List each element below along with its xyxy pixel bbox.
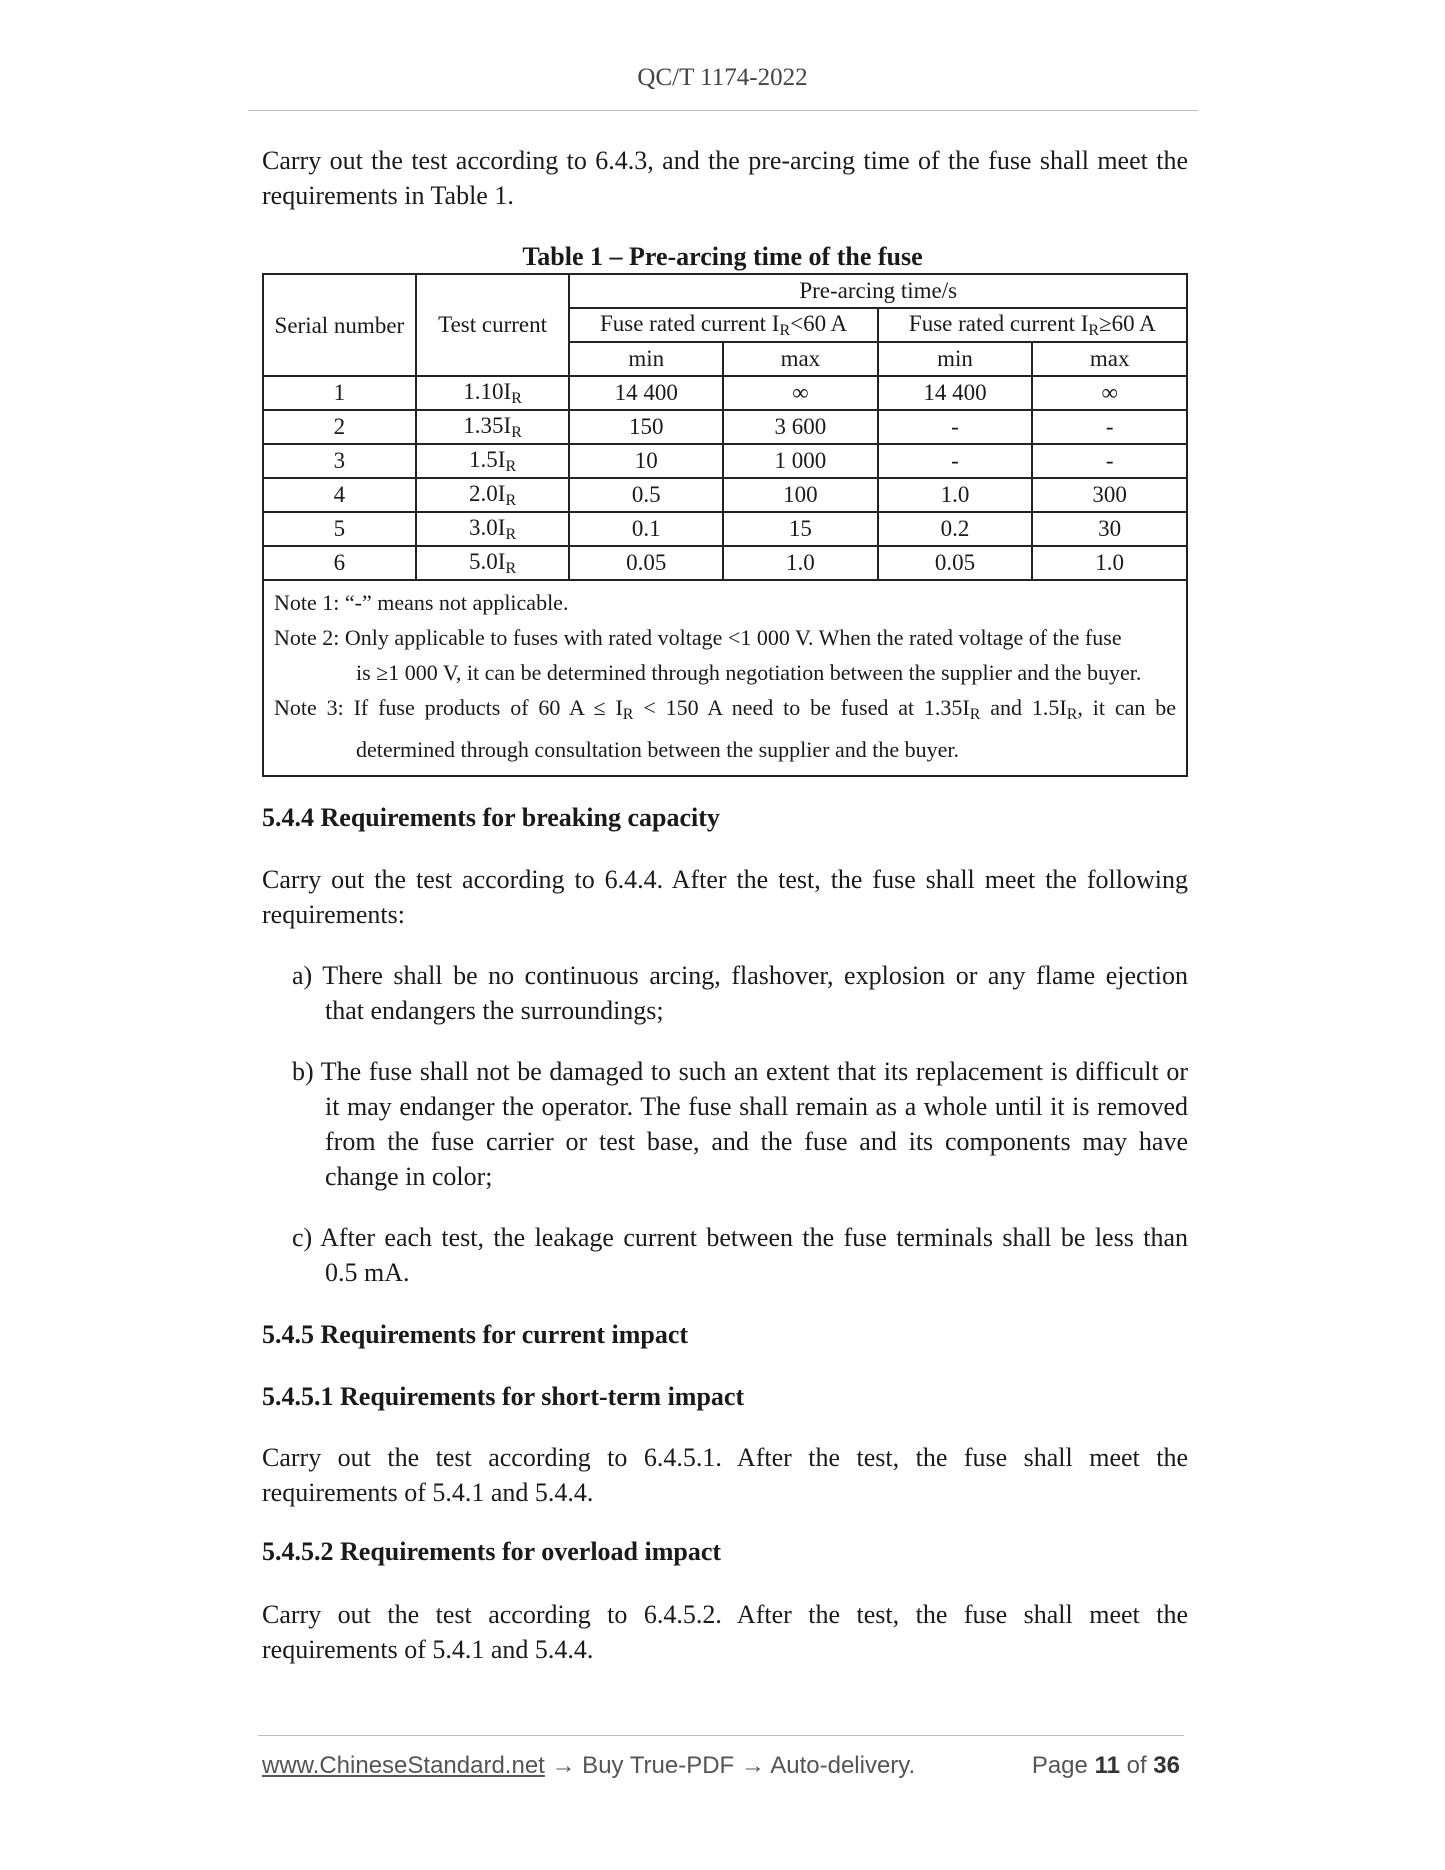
group-ge60-prefix: Fuse rated current I (908, 310, 1089, 336)
cell-current (416, 512, 570, 546)
cell-serial: 6 (263, 546, 416, 580)
subscript-r: R (505, 559, 517, 577)
cell-max-lt60: 100 (723, 478, 878, 512)
section-5-4-5-2-paragraph: Carry out the test according to 6.4.5.2. After the test, the fuse shall meet the requirements of 5.4.1 and 5.4.4. (262, 1600, 1188, 1664)
list-item-c (292, 1220, 1188, 1290)
subscript-r: R (1066, 706, 1078, 723)
cell-min-lt60: 10 (569, 444, 723, 478)
header-max-lt60: max (723, 342, 878, 376)
section-5-4-5-1-heading: 5.4.5.1 Requirements for short-term impact (262, 1382, 745, 1411)
section-5-4-5-heading: 5.4.5 Requirements for current impact (262, 1320, 689, 1349)
site-link[interactable]: www.ChineseStandard.net (262, 1752, 545, 1779)
cell-min-lt60: 0.5 (569, 478, 723, 512)
table-row (263, 546, 1187, 580)
page-total: 36 (1153, 1752, 1180, 1779)
note-3-first-line (274, 690, 1176, 732)
cell-min-lt60: 0.1 (569, 512, 723, 546)
note-1: Note 1: “-” means not applicable. (274, 590, 569, 615)
cell-max-lt60: ∞ (723, 376, 878, 410)
table-notes (263, 580, 1187, 776)
current-value: 1.10I (463, 378, 512, 404)
cell-max-ge60: - (1032, 410, 1187, 444)
list-item-b-first-line: b) The fuse shall not be damaged to such an extent that its replacement is difficult or (292, 1057, 1188, 1086)
subscript-r: R (511, 389, 522, 407)
note-2-continuation: is ≥1 000 V, it can be determined through negotiation between the supplier and the buyer. (356, 660, 1142, 685)
header-min-lt60: min (569, 342, 723, 376)
note-3-part-a: Note 3: If fuse products of 60 A ≤ I (274, 695, 623, 720)
note-2-first-line: Note 2: Only applicable to fuses with rated voltage <1 000 V. When the rated voltage of the fuse (274, 625, 1122, 650)
cell-current (416, 444, 570, 478)
header-group-ge60 (878, 308, 1187, 342)
section-5-4-5-1-paragraph: Carry out the test according to 6.4.5.1. After the test, the fuse shall meet the requirements of 5.4.1 and 5.4.4. (262, 1443, 1188, 1507)
section-5-4-4-paragraph: Carry out the test according to 6.4.4. After the test, the fuse shall meet the following requirements: (262, 865, 1188, 929)
cell-serial: 5 (263, 512, 416, 546)
table-caption: Table 1 – Pre-arcing time of the fuse (522, 242, 923, 271)
note-3 (274, 690, 1176, 767)
current-value: 3.0I (469, 514, 506, 540)
footer-promo: → Buy True-PDF → Auto-delivery. (544, 1752, 916, 1779)
subscript-r: R (505, 491, 517, 509)
group-lt60-prefix: Fuse rated current I (599, 310, 780, 336)
section-5-4-4-heading: 5.4.4 Requirements for breaking capacity (262, 803, 720, 832)
list-item-c-first-line: c) After each test, the leakage current between the fuse terminals shall be less than (292, 1223, 1188, 1252)
cell-serial: 4 (263, 478, 416, 512)
cell-min-ge60: 1.0 (878, 478, 1033, 512)
subscript-r: R (505, 457, 517, 475)
cell-max-lt60: 1.0 (723, 546, 878, 580)
header-pre-arcing-time: Pre-arcing time/s (569, 274, 1187, 308)
subscript-r: R (969, 706, 981, 723)
current-value: 5.0I (469, 548, 506, 574)
cell-serial: 3 (263, 444, 416, 478)
list-item-b (292, 1054, 1188, 1194)
current-value: 1.5I (469, 446, 506, 472)
header-test-current: Test current (416, 274, 570, 376)
header-divider (248, 110, 1198, 111)
cell-max-lt60: 1 000 (723, 444, 878, 478)
subscript-r: R (1088, 321, 1100, 339)
subscript-r: R (505, 525, 517, 543)
subscript-r: R (511, 423, 522, 441)
list-item-b-continuation: it may endanger the operator. The fuse shall remain as a whole until it is removed from the fuse carrier or test base, and the fuse and its components may have change in color; (325, 1092, 1188, 1191)
pre-arcing-table (262, 273, 1188, 777)
group-ge60-suffix: ≥60 A (1099, 310, 1156, 336)
subscript-r: R (779, 321, 791, 339)
note-3-part-c: and 1.5I (980, 695, 1067, 720)
note-3-part-b: < 150 A need to be fused at 1.35I (633, 695, 970, 720)
cell-serial: 1 (263, 376, 416, 410)
cell-max-lt60: 15 (723, 512, 878, 546)
table-row (263, 444, 1187, 478)
header-serial-text: Serial number (274, 312, 405, 338)
cell-max-ge60: 300 (1032, 478, 1187, 512)
page-header-code: QC/T 1174-2022 (637, 64, 808, 91)
current-value: 1.35I (463, 412, 512, 438)
cell-min-ge60: 0.05 (878, 546, 1033, 580)
cell-min-lt60: 14 400 (569, 376, 723, 410)
of-word: of (1126, 1752, 1147, 1779)
header-group-lt60 (569, 308, 877, 342)
table-row (263, 512, 1187, 546)
list-item-a-continuation: that endangers the surroundings; (325, 996, 664, 1025)
group-lt60-suffix: <60 A (790, 310, 848, 336)
table-row (263, 410, 1187, 444)
note-3-part-d: , it can be (1077, 695, 1176, 720)
cell-max-lt60: 3 600 (723, 410, 878, 444)
table-row (263, 478, 1187, 512)
section-5-4-5-2-heading: 5.4.5.2 Requirements for overload impact (262, 1537, 722, 1566)
cell-current (416, 478, 570, 512)
cell-min-ge60: 0.2 (878, 512, 1033, 546)
list-item-c-continuation: 0.5 mA. (325, 1258, 410, 1287)
cell-min-ge60: - (878, 444, 1033, 478)
cell-min-ge60: 14 400 (878, 376, 1033, 410)
cell-serial: 2 (263, 410, 416, 444)
subscript-r: R (622, 706, 634, 723)
current-value: 2.0I (469, 480, 506, 506)
page-number: 11 (1094, 1752, 1120, 1779)
cell-current (416, 546, 570, 580)
cell-max-ge60: ∞ (1032, 376, 1187, 410)
page-word: Page (1031, 1752, 1088, 1779)
page-footer (262, 1752, 1180, 1780)
cell-min-lt60: 0.05 (569, 546, 723, 580)
note-3-continuation: determined through consultation between the supplier and the buyer. (356, 737, 960, 762)
cell-max-ge60: 30 (1032, 512, 1187, 546)
cell-min-ge60: - (878, 410, 1033, 444)
footer-divider (258, 1735, 1184, 1736)
header-min-ge60: min (878, 342, 1033, 376)
cell-min-lt60: 150 (569, 410, 723, 444)
cell-current (416, 410, 570, 444)
list-item-a-first-line: a) There shall be no continuous arcing, flashover, explosion or any flame ejection (292, 961, 1188, 990)
cell-max-ge60: 1.0 (1032, 546, 1187, 580)
header-serial-number (263, 274, 416, 376)
table-row (263, 376, 1187, 410)
list-item-a (292, 958, 1188, 1028)
cell-current (416, 376, 570, 410)
intro-paragraph: Carry out the test according to 6.4.3, and the pre-arcing time of the fuse shall meet the requirements in Table 1. (262, 146, 1188, 210)
page-indicator (1032, 1752, 1180, 1780)
header-max-ge60: max (1032, 342, 1187, 376)
note-2 (274, 620, 1176, 690)
cell-max-ge60: - (1032, 444, 1187, 478)
